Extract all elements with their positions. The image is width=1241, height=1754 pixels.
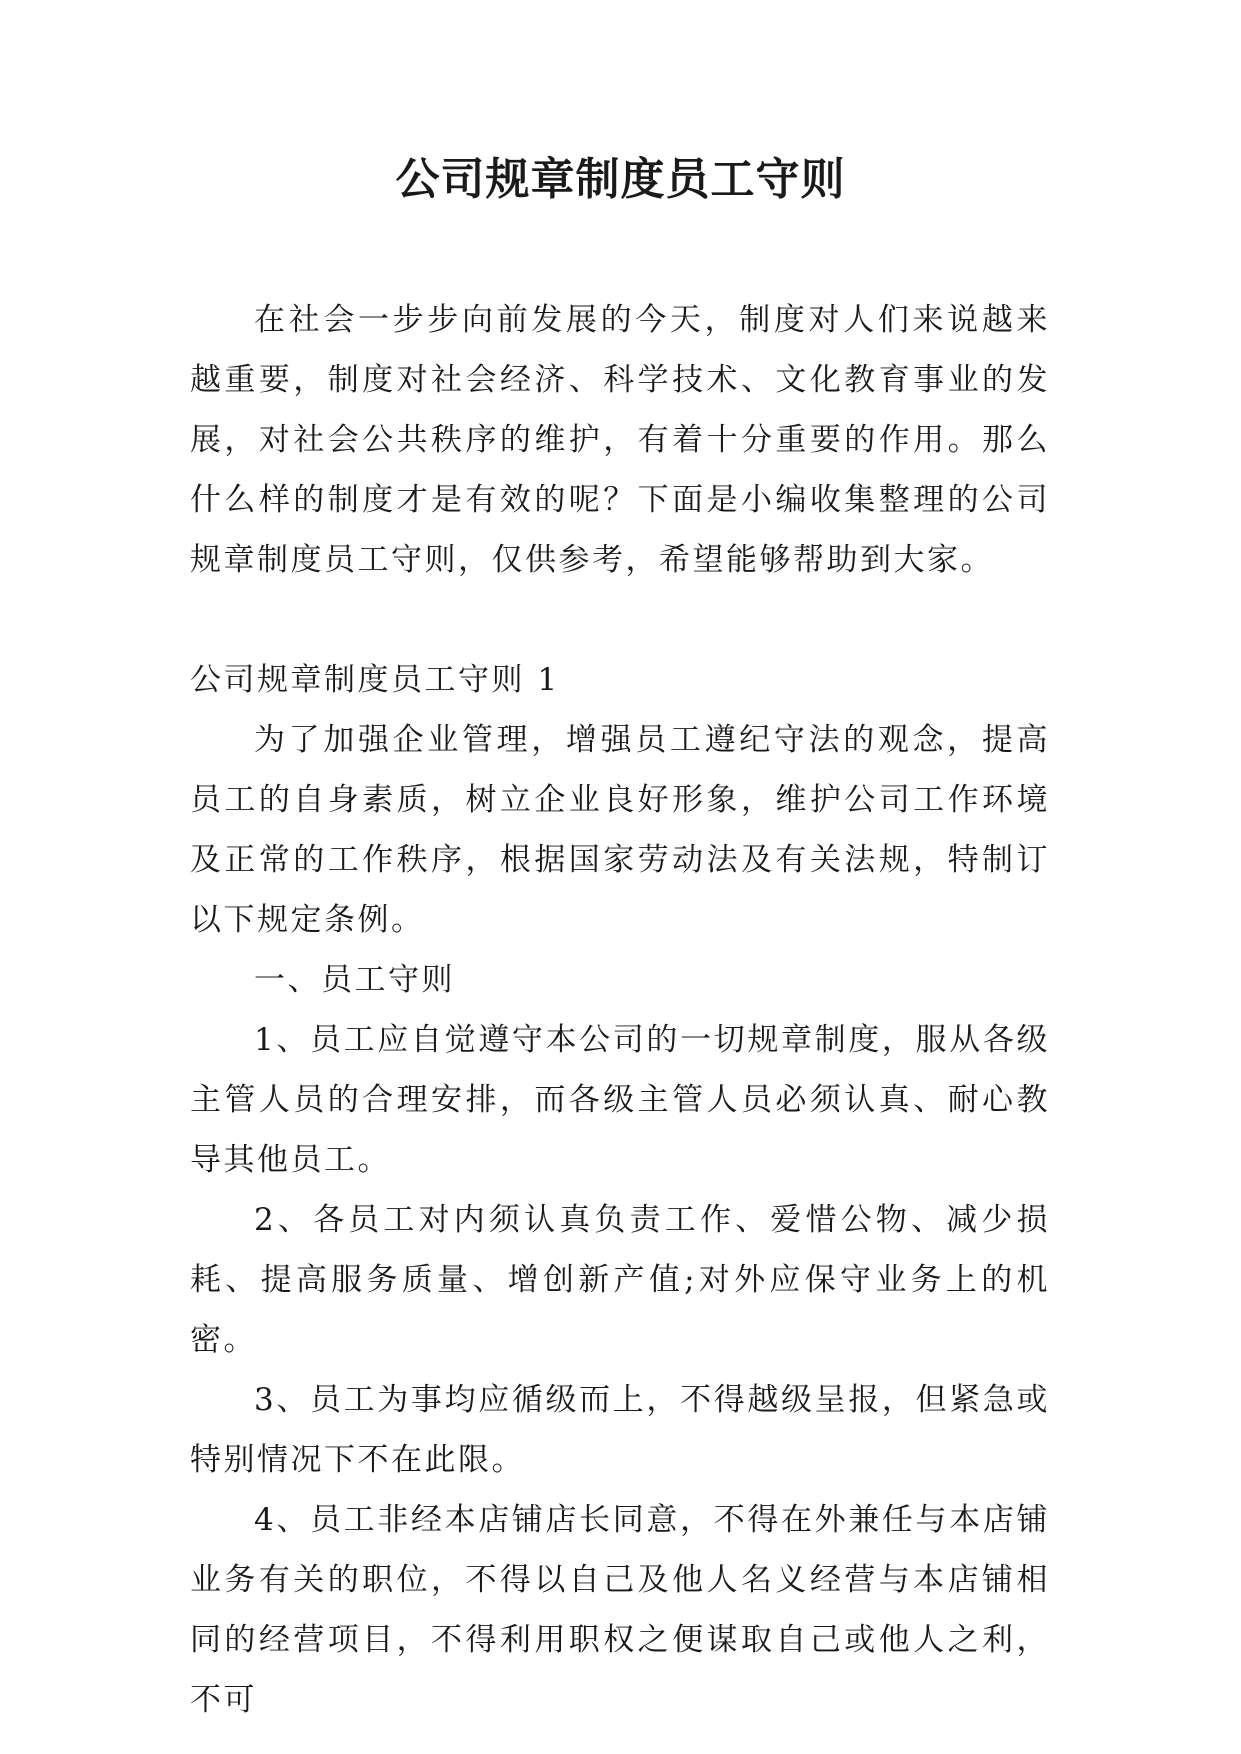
document-body: [190, 290, 1050, 1730]
rule-item-2: 2、各员工对内须认真负责工作、爱惜公物、减少损耗、提高服务质量、增创新产值;对外应保守业务上的机密。: [190, 1202, 1050, 1358]
rule-item-4: 4、员工非经本店铺店长同意，不得在外兼任与本店铺业务有关的职位，不得以自己及他人名义经营与本店铺相同的经营项目，不得利用职权之便谋取自己或他人之利，不可: [190, 1502, 1050, 1718]
document-title: 公司规章制度员工守则: [395, 154, 846, 205]
intro-paragraph: 在社会一步步向前发展的今天，制度对人们来说越来越重要，制度对社会经济、科学技术、文化教育事业的发展，对社会公共秩序的维护，有着十分重要的作用。那么什么样的制度才是有效的呢？下面是小编收集整理的公司规章制度员工守则，仅供参考，希望能够帮助到大家。: [190, 302, 1050, 578]
subsection-heading: 一、员工守则: [254, 962, 455, 998]
section-heading: 公司规章制度员工守则 1: [190, 662, 560, 698]
rule-item-3: 3、员工为事均应循级而上，不得越级呈报，但紧急或特别情况下不在此限。: [190, 1382, 1050, 1478]
rule-item-1: 1、员工应自觉遵守本公司的一切规章制度，服从各级主管人员的合理安排，而各级主管人员必须认真、耐心教导其他员工。: [190, 1022, 1050, 1178]
body-paragraph: 为了加强企业管理，增强员工遵纪守法的观念，提高员工的自身素质，树立企业良好形象，维护公司工作环境及正常的工作秩序，根据国家劳动法及有关法规，特制订以下规定条例。: [190, 722, 1050, 938]
